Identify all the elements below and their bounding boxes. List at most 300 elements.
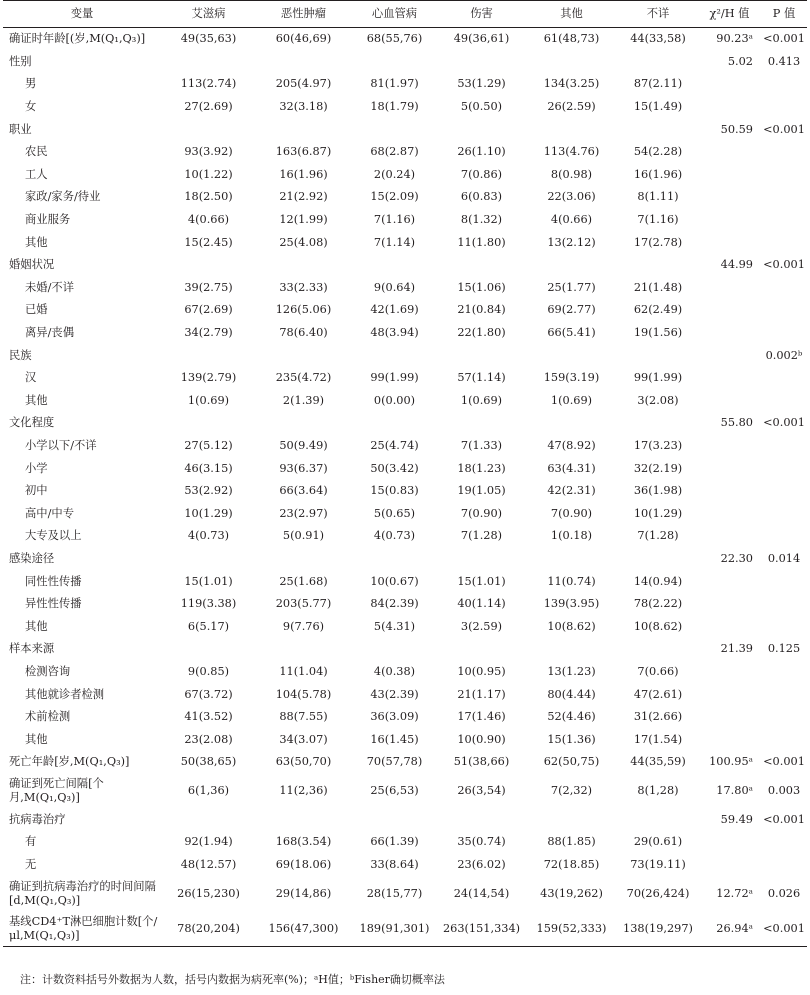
data-cell: 87(2.11): [633, 77, 683, 91]
data-cell: 88(1.85): [547, 835, 596, 849]
data-cell: [256, 344, 351, 367]
p-value-cell: [761, 706, 807, 729]
data-cell: [256, 51, 351, 74]
table-row: [3, 209, 807, 232]
row-label: 女: [25, 100, 37, 114]
p-value-cell: [761, 231, 807, 254]
data-cell: [525, 412, 618, 435]
data-cell: [256, 412, 351, 435]
data-cell: 22(1.80): [457, 326, 506, 340]
p-value-cell: [761, 367, 807, 390]
stat-cell: 50.59: [720, 122, 753, 136]
data-cell: 10(0.90): [457, 732, 506, 746]
data-cell: [161, 638, 256, 661]
stat-cell: [698, 141, 761, 164]
p-value-cell: 0.014: [767, 551, 801, 565]
data-cell: 41(3.52): [184, 710, 233, 724]
data-cell: 10(1.29): [184, 506, 233, 520]
stat-cell: [698, 831, 761, 854]
stat-cell: [698, 728, 761, 751]
stat-cell: 17.80ᵃ: [716, 784, 753, 798]
table-row: [3, 706, 807, 729]
table-row: [3, 277, 807, 300]
column-header: 变量: [3, 1, 161, 28]
stat-cell: [698, 96, 761, 119]
data-cell: [351, 412, 438, 435]
data-cell: [256, 254, 351, 277]
column-header: 不详: [618, 1, 698, 28]
data-cell: 8(1.11): [637, 190, 679, 204]
data-cell: [438, 548, 525, 571]
p-value-cell: [761, 96, 807, 119]
data-cell: 21(0.84): [457, 303, 506, 317]
data-cell: 53(2.92): [184, 484, 233, 498]
data-cell: 35(0.74): [457, 835, 506, 849]
data-cell: [525, 51, 618, 74]
data-cell: 17(3.23): [633, 438, 683, 452]
data-cell: 52(4.46): [547, 710, 596, 724]
p-value-cell: [761, 661, 807, 684]
p-value-cell: [761, 525, 807, 548]
data-cell: 7(1.33): [460, 438, 503, 452]
data-cell: [618, 344, 698, 367]
table-row: [3, 638, 807, 661]
p-value-cell: 0.413: [767, 54, 801, 68]
data-cell: [161, 548, 256, 571]
data-cell: 84(2.39): [370, 597, 419, 611]
data-cell: 134(3.25): [543, 77, 600, 91]
table-row: [3, 390, 807, 413]
data-cell: 19(1.05): [457, 484, 506, 498]
data-cell: 66(1.39): [370, 835, 419, 849]
data-cell: 43(2.39): [370, 687, 419, 701]
data-cell: 54(2.28): [633, 145, 683, 159]
data-cell: [525, 809, 618, 832]
data-cell: [351, 344, 438, 367]
stat-cell: [698, 706, 761, 729]
data-cell: 23(6.02): [457, 858, 506, 872]
data-cell: 119(3.38): [180, 597, 237, 611]
data-cell: 14(0.94): [633, 574, 683, 588]
data-cell: 78(2.22): [633, 597, 683, 611]
data-cell: 7(1.16): [637, 213, 679, 227]
row-label: 高中/中专: [25, 506, 74, 520]
data-cell: 17(2.78): [633, 235, 683, 249]
data-cell: 11(1.04): [279, 664, 328, 678]
data-cell: 7(2,32): [550, 784, 593, 798]
data-cell: 4(0.38): [373, 664, 416, 678]
stat-cell: [698, 435, 761, 458]
data-cell: 139(2.79): [180, 371, 237, 385]
stat-cell: 90.23ᵃ: [716, 32, 753, 46]
data-cell: 50(9.49): [279, 438, 328, 452]
data-cell: 17(1.46): [457, 710, 506, 724]
data-cell: 21(2.92): [279, 190, 328, 204]
data-cell: 53(1.29): [457, 77, 506, 91]
data-cell: 60(46,69): [275, 32, 332, 46]
data-cell: 99(1.99): [370, 371, 419, 385]
data-cell: 24(14,54): [453, 886, 510, 900]
row-label: 汉: [25, 371, 37, 385]
stat-cell: [698, 277, 761, 300]
table-row: [3, 164, 807, 187]
data-cell: 36(1.98): [633, 484, 683, 498]
table-row: [3, 412, 807, 435]
data-cell: 113(2.74): [180, 77, 237, 91]
table-row: [3, 141, 807, 164]
data-cell: 7(1.28): [637, 529, 679, 543]
row-label: 民族: [9, 348, 32, 362]
table-row: [3, 322, 807, 345]
data-cell: [618, 51, 698, 74]
table-row: [3, 480, 807, 503]
data-cell: 16(1.45): [370, 732, 419, 746]
data-cell: 31(2.66): [633, 710, 683, 724]
table-row: [3, 73, 807, 96]
data-cell: [351, 548, 438, 571]
table-row: [3, 186, 807, 209]
table-row: [3, 502, 807, 525]
data-cell: 3(2.59): [460, 619, 503, 633]
data-cell: 17(1.54): [633, 732, 683, 746]
data-cell: 44(35,59): [630, 755, 686, 769]
data-cell: 15(1.01): [184, 574, 233, 588]
data-cell: 4(0.66): [187, 213, 230, 227]
data-cell: [525, 254, 618, 277]
row-label: 异性性传播: [25, 597, 82, 611]
p-value-cell: [761, 186, 807, 209]
table-row: [3, 593, 807, 616]
data-cell: 15(1.01): [457, 574, 506, 588]
data-cell: 66(3.64): [279, 484, 328, 498]
data-cell: 92(1.94): [184, 835, 233, 849]
data-cell: 48(3.94): [370, 326, 419, 340]
data-cell: 68(2.87): [370, 145, 419, 159]
data-cell: [351, 118, 438, 141]
data-cell: 8(1.32): [460, 213, 503, 227]
data-cell: 203(5.77): [275, 597, 332, 611]
p-value-cell: [761, 480, 807, 503]
data-cell: [161, 51, 256, 74]
row-label: 其他: [25, 619, 48, 633]
row-label: 农民: [25, 145, 48, 159]
row-label: 抗病毒治疗: [9, 812, 66, 826]
data-cell: 7(0.90): [460, 506, 503, 520]
data-cell: 26(15,230): [177, 886, 240, 900]
p-value-cell: [761, 322, 807, 345]
stat-cell: [698, 525, 761, 548]
data-cell: [525, 118, 618, 141]
table-row: [3, 231, 807, 254]
data-cell: [256, 548, 351, 571]
stat-cell: [698, 683, 761, 706]
data-cell: 67(3.72): [184, 687, 233, 701]
row-label: 文化程度: [9, 416, 55, 430]
table-row: [3, 548, 807, 571]
data-cell: 66(5.41): [547, 326, 596, 340]
data-cell: 12(1.99): [279, 213, 328, 227]
data-cell: 19(1.56): [633, 326, 683, 340]
stat-cell: [698, 480, 761, 503]
row-label: 离异/丧偶: [25, 326, 74, 340]
data-cell: [618, 548, 698, 571]
p-value-cell: <0.001: [763, 32, 805, 46]
data-cell: 50(3.42): [370, 461, 419, 475]
data-cell: 93(3.92): [184, 145, 233, 159]
table-row: [3, 457, 807, 480]
stat-cell: [698, 390, 761, 413]
row-label: 家政/家务/待业: [25, 190, 101, 204]
data-cell: 15(1.36): [547, 732, 596, 746]
data-cell: 263(151,334): [438, 911, 525, 947]
column-header: 艾滋病: [161, 1, 256, 28]
data-cell: 235(4.72): [275, 371, 332, 385]
table-row: [3, 831, 807, 854]
data-cell: [256, 118, 351, 141]
table-row: [3, 661, 807, 684]
data-cell: 26(3,54): [457, 784, 506, 798]
data-cell: 15(2.09): [370, 190, 419, 204]
table-row: [3, 774, 807, 809]
data-cell: 47(2.61): [633, 687, 683, 701]
data-cell: 63(50,70): [275, 755, 332, 769]
p-value-cell: [761, 570, 807, 593]
table-row: [3, 751, 807, 774]
row-label: 其他就诊者检测: [25, 687, 105, 701]
data-cell: 9(7.76): [282, 619, 325, 633]
data-cell: 16(1.96): [279, 167, 328, 181]
data-cell: 7(0.90): [550, 506, 593, 520]
column-header: P 值: [761, 1, 807, 28]
data-cell: 67(2.69): [184, 303, 233, 317]
stat-cell: [698, 73, 761, 96]
p-value-cell: <0.001: [763, 258, 805, 272]
data-cell: 78(6.40): [279, 326, 328, 340]
table-note: 注：计数资料括号外数据为人数，括号内数据为病死率(%)；ᵃH值；ᵇFisher确切概率法: [20, 973, 445, 986]
row-label: 其他: [25, 235, 48, 249]
stat-cell: [698, 209, 761, 232]
data-cell: 16(1.96): [633, 167, 683, 181]
data-cell: 4(0.66): [550, 213, 593, 227]
data-cell: 9(0.85): [187, 664, 230, 678]
row-label: 无: [25, 858, 37, 872]
data-table: [3, 0, 807, 947]
stat-cell: [698, 661, 761, 684]
row-label: 大专及以上: [25, 529, 82, 543]
data-cell: [438, 254, 525, 277]
data-cell: 11(1.80): [457, 235, 506, 249]
data-cell: 68(55,76): [366, 32, 423, 46]
stat-cell: [698, 231, 761, 254]
data-cell: 18(1.79): [370, 100, 419, 114]
data-cell: [618, 118, 698, 141]
data-cell: 61(48,73): [543, 32, 600, 46]
row-label: 样本来源: [9, 642, 55, 656]
stat-cell: 12.72ᵃ: [716, 886, 753, 900]
row-label: 有: [25, 835, 37, 849]
table-row: [3, 809, 807, 832]
data-cell: [161, 809, 256, 832]
data-cell: 49(36,61): [453, 32, 510, 46]
data-cell: 15(1.49): [633, 100, 683, 114]
p-value-cell: 0.003: [767, 784, 801, 798]
row-label: 职业: [9, 122, 32, 136]
data-cell: 70(57,78): [366, 755, 423, 769]
data-cell: 163(6.87): [275, 145, 332, 159]
data-cell: 27(5.12): [184, 438, 233, 452]
data-cell: 4(0.73): [187, 529, 230, 543]
row-label: 确证到抗病毒治疗的时间间隔[d,M(Q₁,Q₃)]: [9, 879, 156, 907]
stat-cell: 44.99: [720, 258, 753, 272]
data-cell: 47(8.92): [547, 438, 596, 452]
table-row: [3, 28, 807, 51]
stat-cell: 21.39: [720, 642, 753, 656]
p-value-cell: [761, 854, 807, 877]
p-value-cell: [761, 831, 807, 854]
stat-cell: 26.94ᵃ: [698, 911, 761, 947]
data-cell: 7(0.86): [460, 167, 503, 181]
stat-cell: [698, 186, 761, 209]
data-cell: 29(14,86): [275, 886, 332, 900]
row-label: 确证到死亡间隔[个月,M(Q₁,Q₃)]: [9, 777, 104, 805]
data-cell: 15(2.45): [184, 235, 233, 249]
stat-cell: [698, 570, 761, 593]
data-cell: 39(2.75): [184, 280, 233, 294]
data-cell: 48(12.57): [180, 858, 237, 872]
stat-cell: 22.30: [720, 551, 753, 565]
table-row: [3, 570, 807, 593]
stat-cell: [698, 593, 761, 616]
row-label: 术前检测: [25, 710, 71, 724]
data-cell: 138(19,297): [618, 911, 698, 947]
data-cell: [351, 254, 438, 277]
data-cell: 18(1.23): [457, 461, 506, 475]
data-cell: [438, 118, 525, 141]
stat-cell: 100.95ᵃ: [709, 755, 753, 769]
p-value-cell: [761, 390, 807, 413]
data-cell: 7(0.66): [637, 664, 679, 678]
data-cell: 11(0.74): [547, 574, 596, 588]
data-cell: 99(1.99): [633, 371, 683, 385]
data-cell: 5(4.31): [373, 619, 416, 633]
table-row: [3, 254, 807, 277]
data-cell: 25(4.08): [279, 235, 328, 249]
data-cell: 36(3.09): [370, 710, 419, 724]
data-cell: 73(19.11): [630, 858, 686, 872]
data-cell: 1(0.69): [460, 393, 503, 407]
stat-cell: [698, 164, 761, 187]
data-cell: 7(1.28): [460, 529, 503, 543]
data-cell: [161, 254, 256, 277]
data-cell: 159(3.19): [543, 371, 600, 385]
data-cell: 13(2.12): [547, 235, 596, 249]
data-cell: 70(26,424): [626, 886, 690, 900]
row-label: 初中: [25, 484, 48, 498]
table-row: [3, 96, 807, 119]
data-cell: 126(5.06): [275, 303, 332, 317]
data-cell: 10(0.95): [457, 664, 506, 678]
data-cell: 13(1.23): [547, 664, 596, 678]
data-cell: 18(2.50): [184, 190, 233, 204]
data-cell: 7(1.16): [373, 213, 416, 227]
p-value-cell: [761, 209, 807, 232]
data-cell: [161, 118, 256, 141]
p-value-cell: <0.001: [763, 755, 805, 769]
p-value-cell: [761, 73, 807, 96]
data-cell: 26(1.10): [457, 145, 506, 159]
data-cell: 42(1.69): [370, 303, 419, 317]
column-header: 心血管病: [351, 1, 438, 28]
column-header: 伤害: [438, 1, 525, 28]
p-value-cell: [761, 593, 807, 616]
data-cell: 0(0.00): [373, 393, 416, 407]
data-cell: 1(0.69): [550, 393, 593, 407]
data-cell: [438, 344, 525, 367]
row-label: 感染途径: [9, 551, 55, 565]
data-cell: 27(2.69): [184, 100, 233, 114]
p-value-cell: [761, 164, 807, 187]
row-label: 确证时年龄[(岁,M(Q₁,Q₃)]: [9, 32, 146, 46]
data-cell: 32(3.18): [279, 100, 328, 114]
table-row: [3, 344, 807, 367]
data-cell: 63(4.31): [547, 461, 596, 475]
data-cell: 44(33,58): [630, 32, 686, 46]
row-label: 性别: [9, 54, 32, 68]
table-row: [3, 118, 807, 141]
row-label: 小学以下/不详: [25, 438, 97, 452]
data-cell: [525, 548, 618, 571]
data-cell: [438, 51, 525, 74]
data-cell: 80(4.44): [547, 687, 596, 701]
p-value-cell: [761, 615, 807, 638]
data-cell: 11(2,36): [279, 784, 328, 798]
data-cell: 10(1.29): [633, 506, 683, 520]
data-cell: [525, 344, 618, 367]
p-value-cell: 0.125: [767, 642, 801, 656]
data-cell: 62(2.49): [633, 303, 683, 317]
data-cell: 2(0.24): [373, 167, 416, 181]
data-cell: [438, 809, 525, 832]
p-value-cell: [761, 277, 807, 300]
stat-cell: [698, 615, 761, 638]
data-cell: [351, 51, 438, 74]
data-cell: 46(3.15): [184, 461, 233, 475]
data-cell: 88(7.55): [279, 710, 328, 724]
data-cell: [161, 412, 256, 435]
data-cell: [438, 638, 525, 661]
data-cell: 5(0.50): [460, 100, 503, 114]
data-cell: 205(4.97): [275, 77, 332, 91]
data-cell: 10(8.62): [633, 619, 683, 633]
stat-cell: [698, 854, 761, 877]
data-cell: 69(18.06): [275, 858, 332, 872]
stat-cell: [698, 299, 761, 322]
row-label: 已婚: [25, 303, 48, 317]
table-row: [3, 51, 807, 74]
data-cell: [618, 809, 698, 832]
data-cell: [161, 344, 256, 367]
data-cell: 69(2.77): [547, 303, 596, 317]
stat-cell: 55.80: [720, 416, 753, 430]
data-cell: 23(2.97): [279, 506, 328, 520]
data-cell: [351, 638, 438, 661]
table-row: [3, 683, 807, 706]
table-row: [3, 728, 807, 751]
p-value-cell: [761, 502, 807, 525]
p-value-cell: [761, 299, 807, 322]
table-row: [3, 525, 807, 548]
data-cell: 4(0.73): [373, 529, 416, 543]
